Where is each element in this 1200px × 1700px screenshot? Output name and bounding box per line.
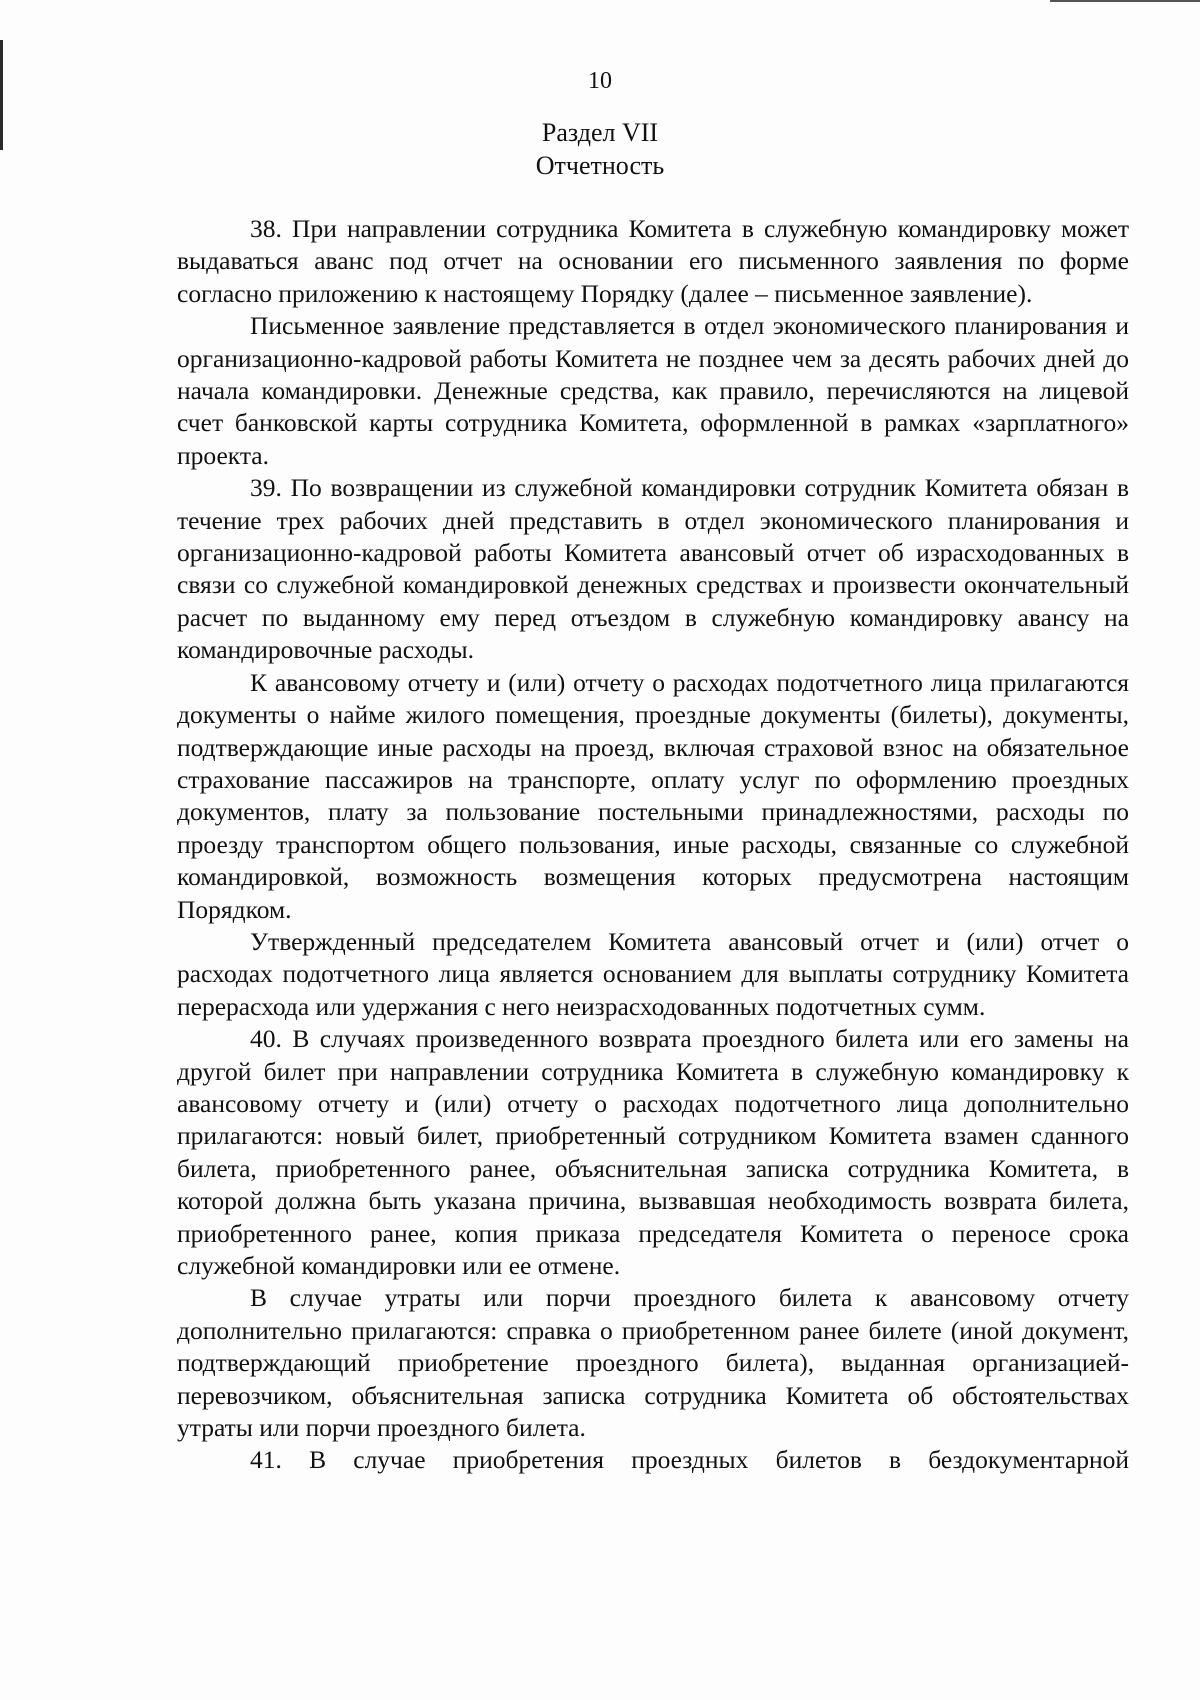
document-body xyxy=(177,213,1129,1477)
paragraph-39-attachments: К авансовому отчету и (или) отчету о расходах подотчетного лица прилагаются документы о найме жилого помещения, проездные документы (билеты), документы, подтверждающие иные расходы на проезд, включая страховой взнос на обязательное страхование пассажиров на транспорте, оплату услуг по оформлению проездных документов, плату за пользование постельными принадлежностями, расходы по проезду транспортом общего пользования, иные расходы, связанные со служебной командировкой, возможность возмещения которых предусмотрена настоящим Порядком. xyxy=(177,667,1129,924)
paragraph-38-application: Письменное заявление представляется в отдел экономического планирования и организационно-кадровой работы Комитета не позднее чем за десять рабочих дней до начала командировки. Денежные средства, как правило, перечисляются на лицевой счет банковской карты сотрудника Комитета, оформленной в рамках «зарплатного» проекта. xyxy=(177,311,1129,470)
paragraph-38: 38. При направлении сотрудника Комитета в служебную командировку может выдаваться аванс под отчет на основании его письменного заявления по форме согласно приложению к настоящему Порядку (далее – письменное заявление). xyxy=(177,214,1129,308)
paragraph-40: 40. В случаях произведенного возврата проездного билета или его замены на другой билет при направлении сотрудника Комитета в служебную командировку к авансовому отчету и (или) отчету о расходах подотчетного лица дополнительно прилагаются: новый билет, приобретенный сотрудником Комитета взамен сданного билета, приобретенного ранее, объяснительная записка сотрудника Комитета, в которой должна быть указана причина, вызвавшая необходимость возврата билета, приобретенного ранее, копия приказа председателя Комитета о переносе срока служебной командировки или ее отмене. xyxy=(177,1024,1129,1280)
paragraph-39: 39. По возвращении из служебной командировки сотрудник Комитета обязан в течение трех рабочих дней представить в отдел экономического планирования и организационно-кадровой работы Комитета авансовый отчет об израсходованных в связи со служебной командировкой денежных средствах и произвести окончательный расчет по выданному ему перед отъездом в служебную командировку авансу на командировочные расходы. xyxy=(177,473,1129,665)
page-number: 10 xyxy=(588,68,612,94)
section-heading xyxy=(0,116,1200,182)
scan-edge-mark-top xyxy=(1050,0,1200,2)
paragraph-41: 41. В случае приобретения проездных билетов в бездокументарной xyxy=(250,1445,1129,1475)
paragraph-40-loss: В случае утраты или порчи проездного билета к авансовому отчету дополнительно прилагаются: справка о приобретенном ранее билете (иной документ, подтверждающий приобретение проездного билета), выданная организацией-перевозчиком, объяснительная записка сотрудника Комитета об обстоятельствах утраты или порчи проездного билета. xyxy=(177,1283,1129,1443)
section-number: Раздел VII xyxy=(541,118,659,147)
paragraph-39-approval: Утвержденный председателем Комитета авансовый отчет и (или) отчет о расходах подотчетного лица является основанием для выплаты сотруднику Комитета перерасхода или удержания с него неизрасходованных подотчетных сумм. xyxy=(177,926,1129,1021)
section-title: Отчетность xyxy=(535,151,665,180)
